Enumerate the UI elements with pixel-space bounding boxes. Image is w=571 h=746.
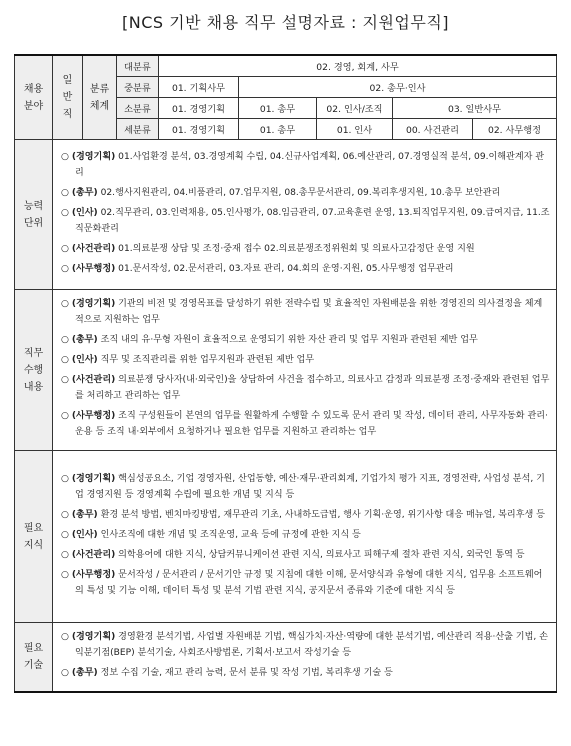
field-label: 채용 분야 — [15, 55, 53, 140]
list-item — [61, 629, 550, 661]
list-item — [61, 205, 550, 237]
section-content — [53, 290, 557, 451]
bullet-icon: ○ — [61, 668, 72, 678]
item-tag: (총무) — [71, 335, 98, 345]
bullet-icon: ○ — [61, 187, 72, 198]
list-item — [61, 507, 550, 523]
list-item — [61, 241, 550, 257]
middle-value: 02. 총무·인사 — [239, 77, 557, 98]
item-tag: (경영기획) — [71, 473, 116, 484]
list-item — [61, 352, 550, 368]
item-text: 경영환경 분석기법, 사업별 자원배분 기법, 핵심가치·자산·역량에 대한 분석기법, 예산관리 적용·산출 기법, 손익분기점(BEP) 분석기술, 사회조사방법론, 기획서·보고서 작성기술 등 — [75, 632, 548, 658]
item-tag: (사무행정) — [71, 569, 116, 580]
class-label: 분류 체계 — [83, 55, 117, 140]
item-text: 인사조직에 대한 개념 및 조직운영, 교육 등에 규정에 관한 지식 등 — [97, 529, 361, 540]
sub-value: 01. 인사 — [317, 119, 393, 140]
list-item — [61, 567, 550, 599]
bullet-icon: ○ — [61, 355, 72, 365]
sub-value: 01. 총무 — [239, 119, 317, 140]
bullet-icon: ○ — [61, 549, 72, 560]
item-tag: (사건관리) — [71, 243, 116, 254]
minor-value: 02. 인사/조직 — [317, 98, 393, 119]
list-item — [61, 665, 550, 681]
item-tag: (인사) — [71, 207, 98, 218]
page-title: [NCS 기반 채용 직무 설명자료 : 지원업무직] — [121, 13, 450, 32]
list-item — [61, 185, 550, 201]
item-text: 02.행사지원관리, 04.비품관리, 07.업무지원, 08.총무문서관리, 09.복리후생지원, 10.총무 보안관리 — [97, 187, 501, 198]
middle-value: 01. 기획사무 — [159, 77, 239, 98]
minor-value: 03. 일반사무 — [393, 98, 557, 119]
item-tag: (사무행정) — [71, 411, 116, 421]
item-tag: (총무) — [71, 509, 98, 520]
item-text: 의료분쟁 당사자(내·외국인)을 상담하여 사건을 접수하고, 의료사고 감정과 의료분쟁 조정·중재와 관련된 업무를 처리하고 관리하는 업무 — [75, 375, 550, 401]
general-label: 일 반 직 — [53, 55, 83, 140]
bullet-icon: ○ — [61, 151, 72, 162]
bullet-icon: ○ — [61, 207, 72, 218]
item-text: 01.의료분쟁 상담 및 조정·중재 접수 02.의료분쟁조정위원회 및 의료사고감정단 운영 지원 — [115, 243, 475, 254]
item-tag: (인사) — [71, 529, 98, 540]
bullet-icon: ○ — [61, 509, 72, 520]
item-tag: (경영기획) — [71, 151, 116, 162]
major-label: 대분류 — [117, 55, 159, 77]
sub-label: 세분류 — [117, 119, 159, 140]
item-text: 조직 내의 유·무형 자원이 효율적으로 운영되기 위한 자산 관리 및 업무 지원과 관련된 제반 업무 — [97, 335, 478, 345]
bullet-icon: ○ — [61, 411, 72, 421]
job-description-table — [14, 54, 557, 693]
item-text: 핵심성공요소, 기업 경영자원, 산업동향, 예산·재무·관리회계, 기업가치 평가 지표, 경영전략, 사업성 분석, 기업 경영지원 등 경영계획 수립에 필요한 개념 및 지식 등 — [75, 473, 545, 500]
section-label: 능력 단위 — [15, 140, 53, 290]
middle-label: 중분류 — [117, 77, 159, 98]
item-text: 01.문서작성, 02.문서관리, 03.자료 관리, 04.회의 운영·지원, 05.사무행정 업무관리 — [115, 263, 454, 274]
minor-value: 01. 경영기획 — [159, 98, 239, 119]
list-item — [61, 261, 550, 277]
bullet-icon: ○ — [61, 632, 72, 642]
section-label: 필요 기술 — [15, 623, 53, 693]
bullet-icon: ○ — [61, 473, 72, 484]
list-item — [61, 547, 550, 563]
item-text: 문서작성 / 문서관리 / 문서기안 규정 및 지침에 대한 이해, 문서양식과 유형에 대한 지식, 업무용 소프트웨어의 특성 및 기능 이해, 데이터 특성 및 분석 기법 관련 지식, 공지문서 종류와 기준에 대한 지식 등 — [75, 569, 543, 596]
item-tag: (사건관리) — [71, 549, 116, 560]
section-content — [53, 451, 557, 623]
list-item — [61, 332, 550, 348]
item-tag: (경영기획) — [71, 299, 116, 309]
section-label: 직무 수행 내용 — [15, 290, 53, 451]
section-label: 필요 지식 — [15, 451, 53, 623]
minor-label: 소분류 — [117, 98, 159, 119]
section-content — [53, 623, 557, 693]
item-text: 정보 수집 기술, 재고 관리 능력, 문서 분류 및 작성 기법, 복리후생 기술 등 — [97, 668, 393, 678]
item-text: 의학용어에 대한 지식, 상담커뮤니케이션 관련 지식, 의료사고 피해구제 절차 관련 지식, 외국인 통역 등 — [115, 549, 525, 560]
bullet-icon: ○ — [61, 263, 72, 274]
item-text: 02.직무관리, 03.인력채용, 05.인사평가, 08.임금관리, 07.교육훈련 운영, 13.퇴직업무지원, 09.급여지급, 11.조직문화관리 — [75, 207, 550, 234]
item-tag: (사건관리) — [71, 375, 116, 385]
list-item — [61, 408, 550, 440]
sub-value: 00. 사건관리 — [393, 119, 473, 140]
minor-value: 01. 총무 — [239, 98, 317, 119]
item-tag: (사무행정) — [71, 263, 116, 274]
bullet-icon: ○ — [61, 243, 72, 254]
bullet-icon: ○ — [61, 569, 72, 580]
sub-value: 01. 경영기획 — [159, 119, 239, 140]
item-tag: (총무) — [71, 187, 98, 198]
list-item — [61, 149, 550, 181]
item-text: 조직 구성원들이 본연의 업무를 원활하게 수행할 수 있도록 문서 관리 및 작성, 데이터 관리, 사무자동화 관리·운용 등 조직 내·외부에서 요청하거나 필요한 업무를 지원하고 관리하는 업무 — [75, 411, 548, 437]
bullet-icon: ○ — [61, 529, 72, 540]
section-content — [53, 140, 557, 290]
item-text: 환경 분석 방법, 벤치마킹방법, 재무관리 기초, 사내하도급법, 행사 기획·운영, 위기사항 대응 매뉴얼, 복리후생 등 — [97, 509, 545, 520]
bullet-icon: ○ — [61, 299, 72, 309]
list-item — [61, 471, 550, 503]
list-item — [61, 296, 550, 328]
list-item — [61, 527, 550, 543]
sub-value: 02. 사무행정 — [473, 119, 557, 140]
major-value: 02. 경영, 회계, 사무 — [159, 55, 557, 77]
item-tag: (경영기획) — [71, 632, 116, 642]
bullet-icon: ○ — [61, 375, 72, 385]
item-text: 01.사업환경 분석, 03.경영계획 수립, 04.신규사업계획, 06.예산관리, 07.경영실적 분석, 09.이해관계자 관리 — [75, 151, 545, 178]
bullet-icon: ○ — [61, 335, 72, 345]
item-tag: (총무) — [71, 668, 98, 678]
item-tag: (인사) — [71, 355, 98, 365]
list-item — [61, 372, 550, 404]
item-text: 기관의 비전 및 경영목표를 달성하기 위한 전략수립 및 효율적인 자원배분을 위한 경영진의 의사결정을 체계적으로 지원하는 업무 — [75, 299, 543, 325]
item-text: 직무 및 조직관리를 위한 업무지원과 관련된 제반 업무 — [97, 355, 315, 365]
